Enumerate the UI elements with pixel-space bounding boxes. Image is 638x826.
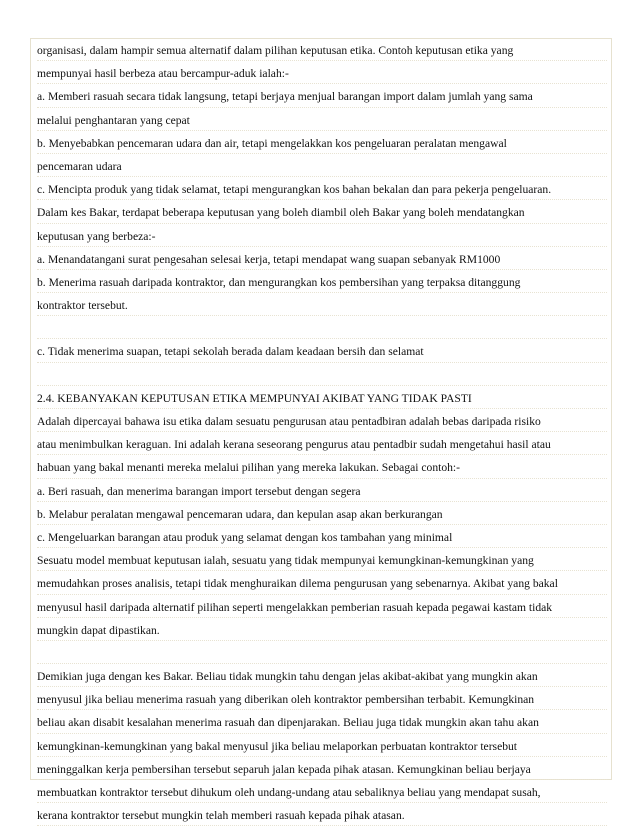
text-line: Demikian juga dengan kes Bakar. Beliau tidak mungkin tahu dengan jelas akibat-akibat yang mungkin akan — [37, 664, 607, 687]
text-line: membuatkan kontraktor tersebut dihukum oleh undang-undang atau sebaliknya beliau yang mendapat susah, — [37, 780, 607, 803]
text-line: pencemaran udara — [37, 154, 607, 177]
text-line: b. Melabur peralatan mengawal pencemaran udara, dan kepulan asap akan berkurangan — [37, 502, 607, 525]
document-body — [37, 38, 607, 826]
text-line: beliau akan disabit kesalahan menerima rasuah dan dipenjarakan. Beliau juga tidak mungkin akan tahu akan — [37, 710, 607, 733]
text-line: c. Mencipta produk yang tidak selamat, tetapi mengurangkan kos bahan bekalan dan para pekerja pengeluaran. — [37, 177, 607, 200]
text-line: mungkin dapat dipastikan. — [37, 618, 607, 641]
text-line: meninggalkan kerja pembersihan tersebut separuh jalan kepada pihak atasan. Kemungkinan beliau berjaya — [37, 757, 607, 780]
blank-line — [37, 316, 607, 339]
text-line: atau menimbulkan keraguan. Ini adalah kerana seseorang pengurus atau pentadbir sudah mengetahui hasil atau — [37, 432, 607, 455]
text-line: menyusul jika beliau menerima rasuah yang diberikan oleh kontraktor pembersihan terbabit. Kemungkinan — [37, 687, 607, 710]
text-line: Sesuatu model membuat keputusan ialah, sesuatu yang tidak mempunyai kemungkinan-kemungkinan yang — [37, 548, 607, 571]
text-line: habuan yang bakal menanti mereka melalui pilihan yang mereka lakukan. Sebagai contoh:- — [37, 455, 607, 478]
text-line: memudahkan proses analisis, tetapi tidak menghuraikan dilema pengurusan yang sebenarnya. Akibat yang bakal — [37, 571, 607, 594]
text-line: melalui penghantaran yang cepat — [37, 108, 607, 131]
text-line: keputusan yang berbeza:- — [37, 224, 607, 247]
text-line: Dalam kes Bakar, terdapat beberapa keputusan yang boleh diambil oleh Bakar yang boleh mendatangkan — [37, 200, 607, 223]
text-line: a. Memberi rasuah secara tidak langsung, tetapi berjaya menjual barangan import dalam jumlah yang sama — [37, 84, 607, 107]
blank-line — [37, 363, 607, 386]
text-line: Adalah dipercayai bahawa isu etika dalam sesuatu pengurusan atau pentadbiran adalah bebas daripada risiko — [37, 409, 607, 432]
text-line: c. Mengeluarkan barangan atau produk yang selamat dengan kos tambahan yang minimal — [37, 525, 607, 548]
text-line: menyusul hasil daripada alternatif pilihan seperti mengelakkan pemberian rasuah kepada pegawai kastam tidak — [37, 595, 607, 618]
text-line: a. Beri rasuah, dan menerima barangan import tersebut dengan segera — [37, 479, 607, 502]
blank-line — [37, 641, 607, 664]
text-line: c. Tidak menerima suapan, tetapi sekolah berada dalam keadaan bersih dan selamat — [37, 339, 607, 362]
text-line: mempunyai hasil berbeza atau bercampur-aduk ialah:- — [37, 61, 607, 84]
text-line: kemungkinan-kemungkinan yang bakal menyusul jika beliau melaporkan perbuatan kontraktor tersebut — [37, 734, 607, 757]
text-line: b. Menyebabkan pencemaran udara dan air, tetapi mengelakkan kos pengeluaran peralatan mengawal — [37, 131, 607, 154]
text-line: kontraktor tersebut. — [37, 293, 607, 316]
text-line: a. Menandatangani surat pengesahan selesai kerja, tetapi mendapat wang suapan sebanyak RM1000 — [37, 247, 607, 270]
text-line: organisasi, dalam hampir semua alternatif dalam pilihan keputusan etika. Contoh keputusan etika yang — [37, 38, 607, 61]
section-heading: 2.4. KEBANYAKAN KEPUTUSAN ETIKA MEMPUNYAI AKIBAT YANG TIDAK PASTI — [37, 386, 607, 409]
text-line: b. Menerima rasuah daripada kontraktor, dan mengurangkan kos pembersihan yang terpaksa ditanggung — [37, 270, 607, 293]
text-line: kerana kontraktor tersebut mungkin telah memberi rasuah kepada pihak atasan. — [37, 803, 607, 826]
